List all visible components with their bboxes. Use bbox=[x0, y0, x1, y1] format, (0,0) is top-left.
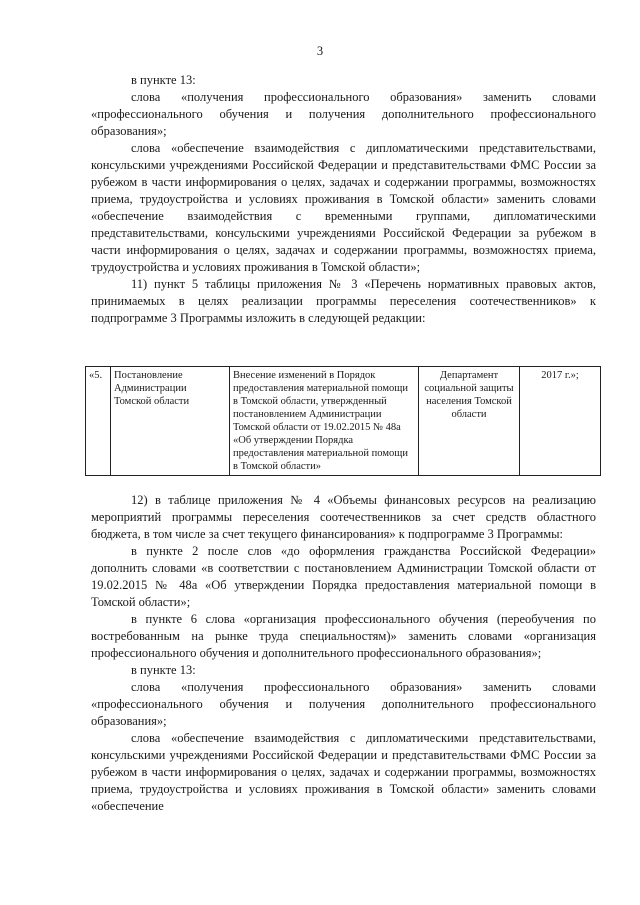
paragraph: слова «получения профессионального образования» заменить словами «профессионального обучения и получения дополнительного профессионального образования»; bbox=[91, 680, 596, 728]
paragraph: слова «получения профессионального образования» заменить словами «профессионального обучения и получения дополнительного профессионального образования»; bbox=[91, 90, 596, 138]
paragraph: 12) в таблице приложения № 4 «Объемы финансовых ресурсов на реализацию мероприятий программы переселения соотечественников за счет средств областного бюджета, в том числе за счет текущего финансирования» к подпрограмме 3 Программы: bbox=[91, 493, 596, 541]
bottom-text-block bbox=[91, 492, 596, 815]
acts-table bbox=[85, 366, 601, 476]
paragraph: в пункте 2 после слов «до оформления гражданства Российской Федерации» дополнить словами «в соответствии с постановлением Администрации Томской области от 19.02.2015 № 48а «Об утверждении Порядка предоставления материальной помощи в Томской области»; bbox=[91, 544, 596, 609]
paragraph: 11) пункт 5 таблицы приложения № 3 «Перечень нормативных правовых актов, принимаемых в целях реализации программы переселения соотечественников» к подпрограмме 3 Программы изложить в следующей редакции: bbox=[91, 277, 596, 325]
cell-executor: Департамент социальной защиты населения Томской области bbox=[419, 367, 520, 476]
page-number: 3 bbox=[316, 44, 324, 58]
paragraph: в пункте 13: bbox=[131, 663, 196, 677]
paragraph: слова «обеспечение взаимодействия с дипломатическими представительствами, консульскими учреждениями Российской Федерации и представительствами ФМС России за рубежом в части информирования о целях, задачах и содержании программы, возможностях приема, трудоустройства и условиях проживания в Томской области» заменить словами «обеспечение bbox=[91, 731, 596, 813]
paragraph: слова «обеспечение взаимодействия с дипломатическими представительствами, консульскими учреждениями Российской Федерации и представительствами ФМС России за рубежом в части информирования о целях, задачах и содержании программы, возможностях приема, трудоустройства и условиях проживания в Томской области» заменить словами «обеспечение взаимодействия с временными группами, дипломатическими представительствами, консульскими учреждениями Российской Федерации за рубежом в части информирования о целях, задачах и содержании программы, возможностях приема, трудоустройства и условиях проживания в Томской области»; bbox=[91, 141, 596, 274]
cell-act-type: Постановление Администрации Томской области bbox=[111, 367, 230, 476]
paragraph: в пункте 6 слова «организация профессионального обучения (переобучения по востребованным на рынке труда специальностям)» заменить словами «организация профессионального обучения и дополнительного профессионального образования»; bbox=[91, 612, 596, 660]
cell-description: Внесение изменений в Порядок предоставления материальной помощи в Томской области, утвержденный постановлением Администрации Томской области от 19.02.2015 № 48а «Об утверждении Порядка предоставления материальной помощи в Томской области» bbox=[230, 367, 419, 476]
top-text-block bbox=[91, 72, 596, 327]
table-row bbox=[86, 367, 601, 476]
cell-number: «5. bbox=[86, 367, 111, 476]
paragraph: в пункте 13: bbox=[131, 73, 196, 87]
cell-year: 2017 г.»; bbox=[520, 367, 601, 476]
